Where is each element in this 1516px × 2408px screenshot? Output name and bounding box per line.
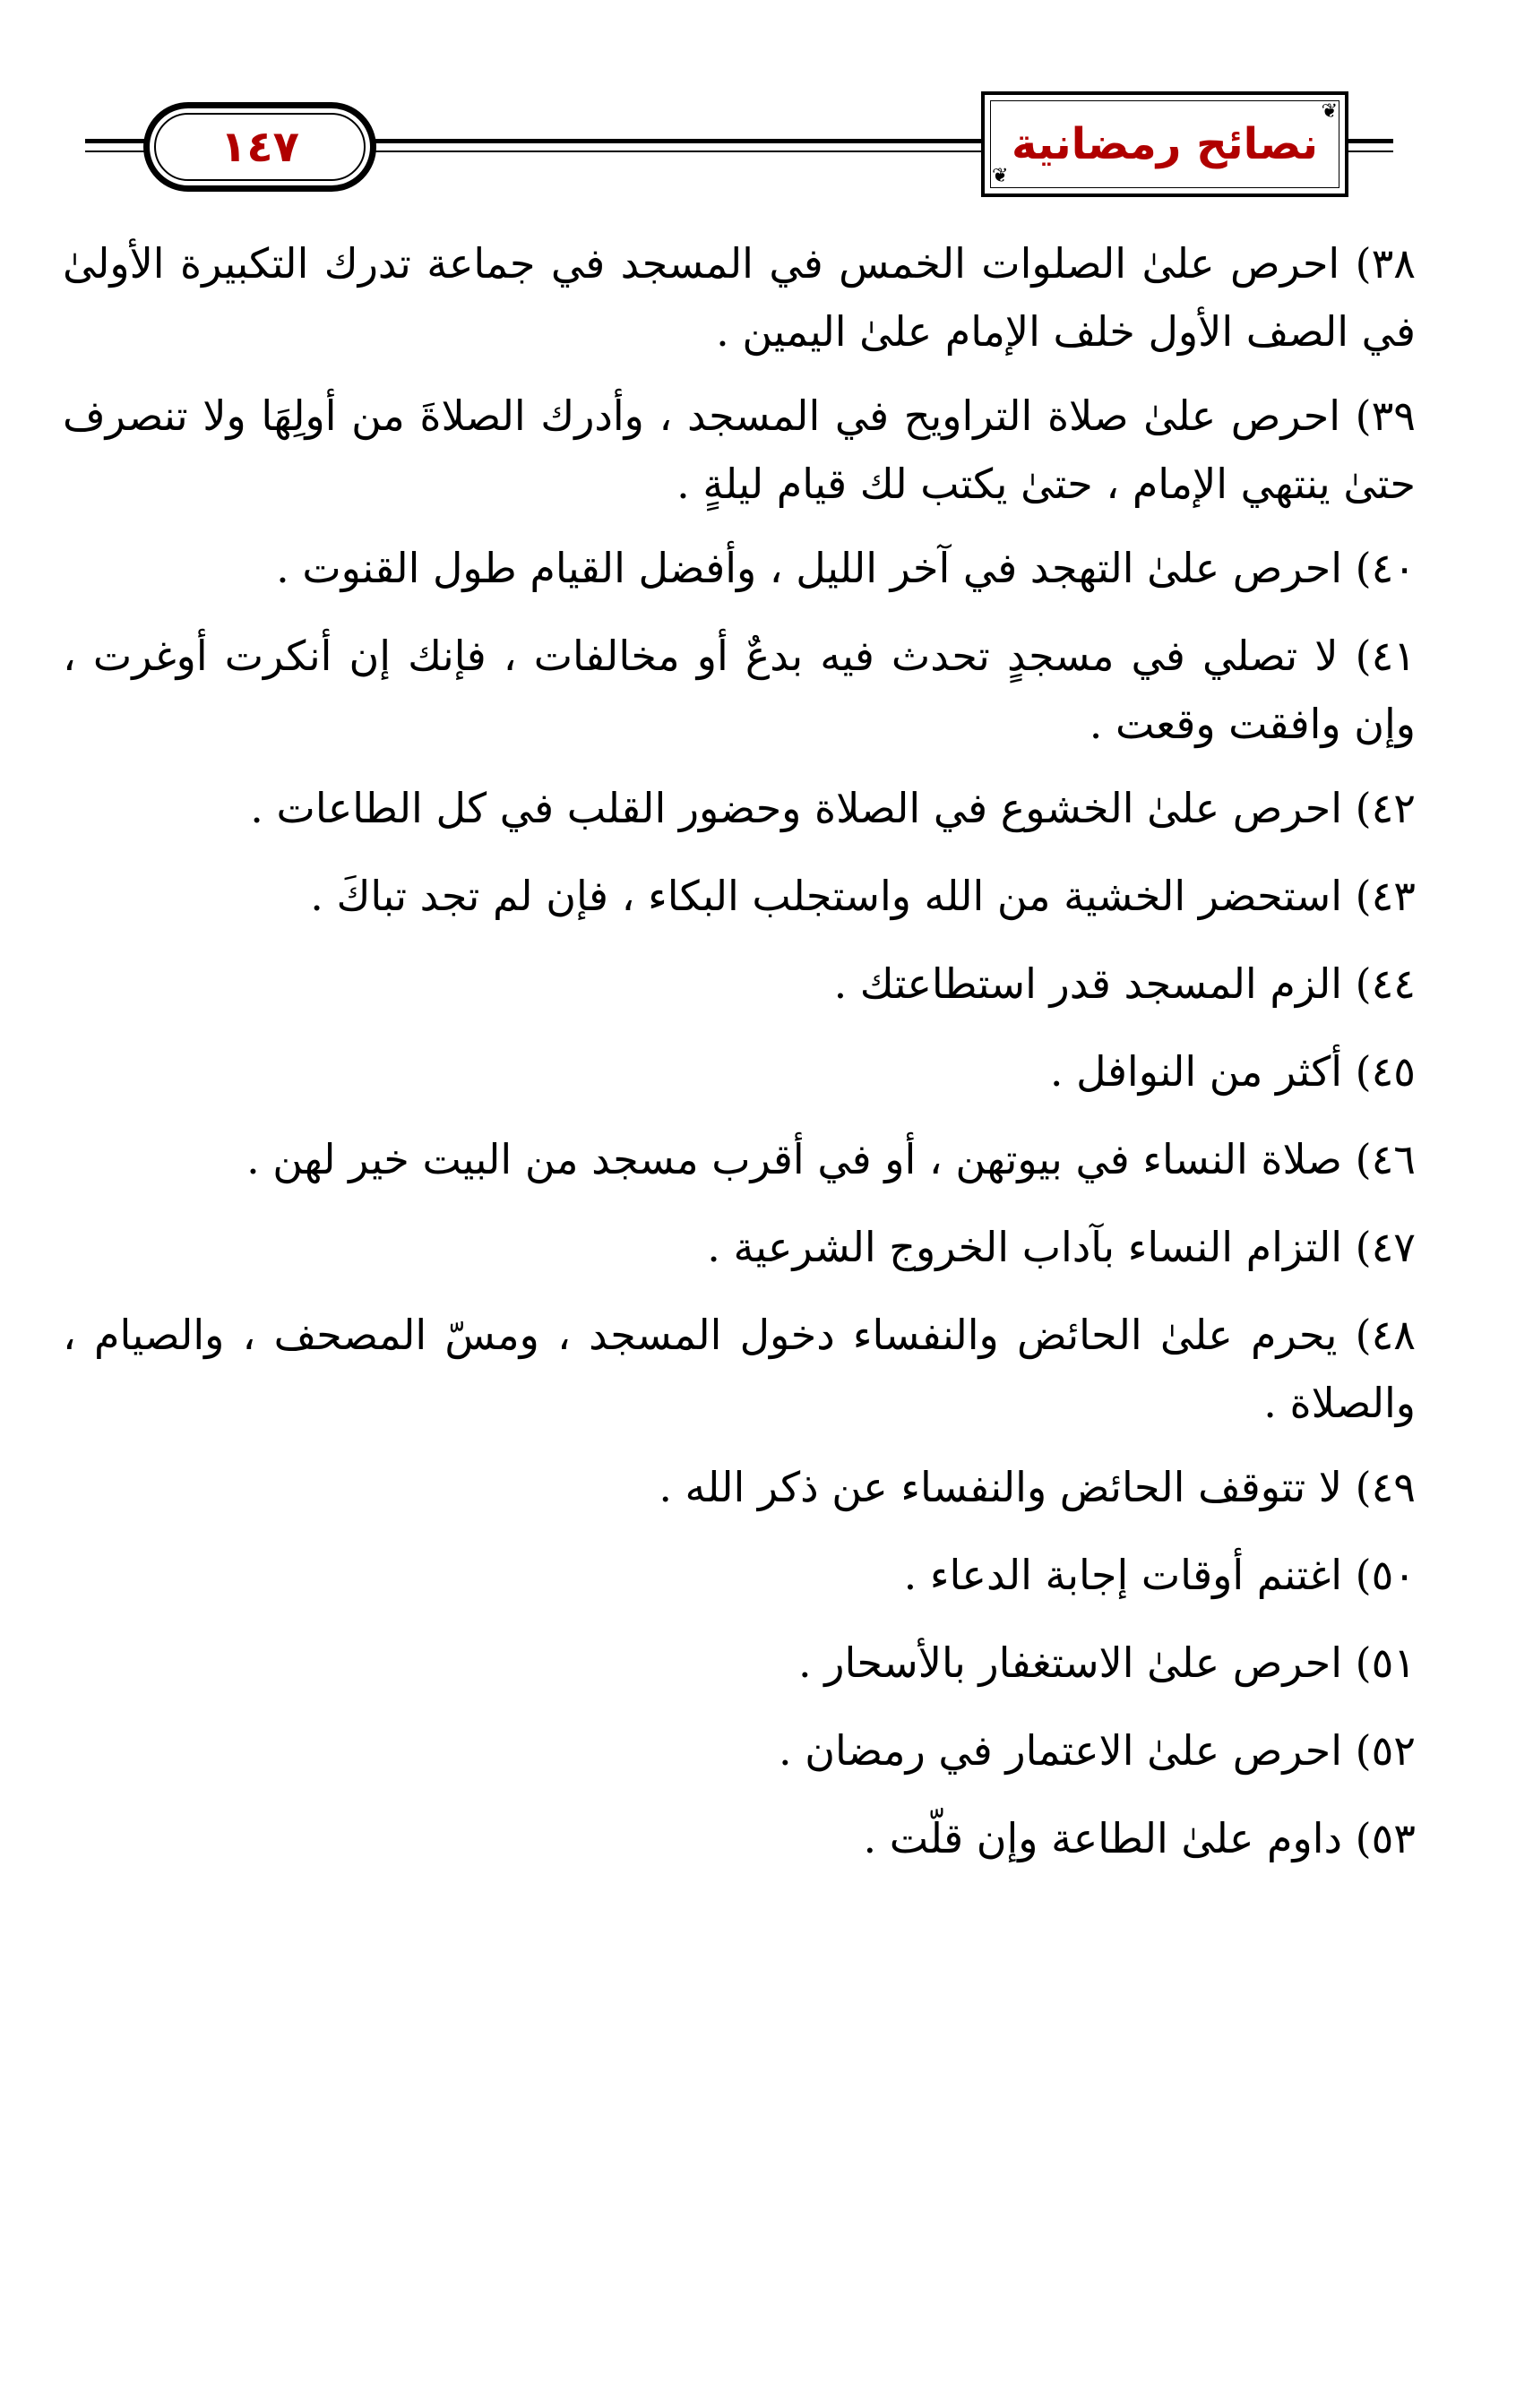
item-text: يحرم علىٰ الحائض والنفساء دخول المسجد ، ومسّ المصحف ، والصيام ، والصلاة .	[63, 1311, 1416, 1427]
item-number: ٥١)	[1355, 1638, 1416, 1687]
item-number: ٤١)	[1355, 632, 1416, 680]
book-title-frame	[981, 91, 1348, 197]
item-number: ٤٣)	[1355, 872, 1416, 920]
advice-list	[63, 229, 1416, 1892]
list-item	[63, 1125, 1416, 1193]
book-title: نصائح رمضانية	[1011, 119, 1319, 169]
item-text: احرص علىٰ الخشوع في الصلاة وحضور القلب في كل الطاعات .	[250, 784, 1342, 832]
item-number: ٤٦)	[1355, 1135, 1416, 1183]
item-number: ٥٣)	[1355, 1814, 1416, 1862]
item-number: ٥٢)	[1355, 1726, 1416, 1775]
item-number: ٤٨)	[1355, 1311, 1417, 1359]
list-item	[63, 382, 1416, 518]
list-item	[63, 1213, 1416, 1281]
list-item	[63, 1037, 1416, 1105]
list-item	[63, 229, 1416, 366]
item-text: لا تصلي في مسجدٍ تحدث فيه بدعٌ أو مخالفات ، فإنك إن أنكرت أوغرت ، وإن وافقت وقعت .	[63, 632, 1416, 748]
list-item	[63, 862, 1416, 930]
list-item	[63, 1301, 1416, 1437]
list-item	[63, 534, 1416, 602]
list-item	[63, 1716, 1416, 1784]
corner-ornament-icon: ❦	[1321, 100, 1338, 123]
item-number: ٤٢)	[1355, 784, 1416, 832]
item-text: صلاة النساء في بيوتهن ، أو في أقرب مسجد من البيت خير لهن .	[246, 1135, 1342, 1183]
item-text: استحضر الخشية من الله واستجلب البكاء ، فإن لم تجد تباكَ .	[310, 872, 1342, 920]
item-number: ٤٧)	[1355, 1223, 1416, 1271]
list-item	[63, 622, 1416, 758]
page-header	[85, 90, 1393, 206]
item-number: ٤٠)	[1355, 544, 1416, 592]
item-text: احرص علىٰ الصلوات الخمس في المسجد في جماعة تدرك التكبيرة الأولىٰ في الصف الأول خلف الإمام علىٰ اليمين .	[63, 239, 1416, 356]
list-item	[63, 1804, 1416, 1872]
item-text: أكثر من النوافل .	[1049, 1047, 1342, 1096]
list-item	[63, 1541, 1416, 1609]
corner-ornament-icon: ❦	[992, 165, 1009, 187]
item-text: احرص علىٰ الاستغفار بالأسحار .	[798, 1638, 1342, 1687]
item-number: ٣٩)	[1355, 391, 1417, 440]
page-number-badge	[143, 102, 376, 192]
list-item	[63, 1453, 1416, 1521]
item-number: ٤٩)	[1355, 1463, 1416, 1511]
header-rule	[367, 139, 986, 143]
item-number: ٣٨)	[1355, 239, 1416, 288]
item-text: لا تتوقف الحائض والنفساء عن ذكر الله .	[659, 1463, 1342, 1511]
item-number: ٥٠)	[1355, 1551, 1416, 1599]
item-number: ٤٤)	[1355, 959, 1416, 1008]
header-rule	[1344, 150, 1393, 152]
header-rule	[1344, 139, 1393, 143]
item-text: احرص علىٰ التهجد في آخر الليل ، وأفضل القيام طول القنوت .	[276, 544, 1342, 592]
page-number: ١٤٧	[220, 122, 299, 172]
item-text: احرص علىٰ الاعتمار في رمضان .	[779, 1726, 1342, 1775]
item-text: التزام النساء بآداب الخروج الشرعية .	[707, 1223, 1342, 1271]
list-item	[63, 1629, 1416, 1697]
list-item	[63, 774, 1416, 842]
item-text: داوم علىٰ الطاعة وإن قلّت .	[863, 1814, 1342, 1862]
list-item	[63, 950, 1416, 1018]
item-number: ٤٥)	[1355, 1047, 1416, 1096]
item-text: احرص علىٰ صلاة التراويح في المسجد ، وأدرك الصلاةَ من أولِهَا ولا تنصرف حتىٰ ينتهي الإمام ، حتىٰ يكتب لك قيام ليلةٍ .	[63, 391, 1416, 508]
item-text: اغتنم أوقات إجابة الدعاء .	[903, 1551, 1342, 1599]
item-text: الزم المسجد قدر استطاعتك .	[833, 959, 1342, 1008]
header-rule	[367, 150, 986, 152]
